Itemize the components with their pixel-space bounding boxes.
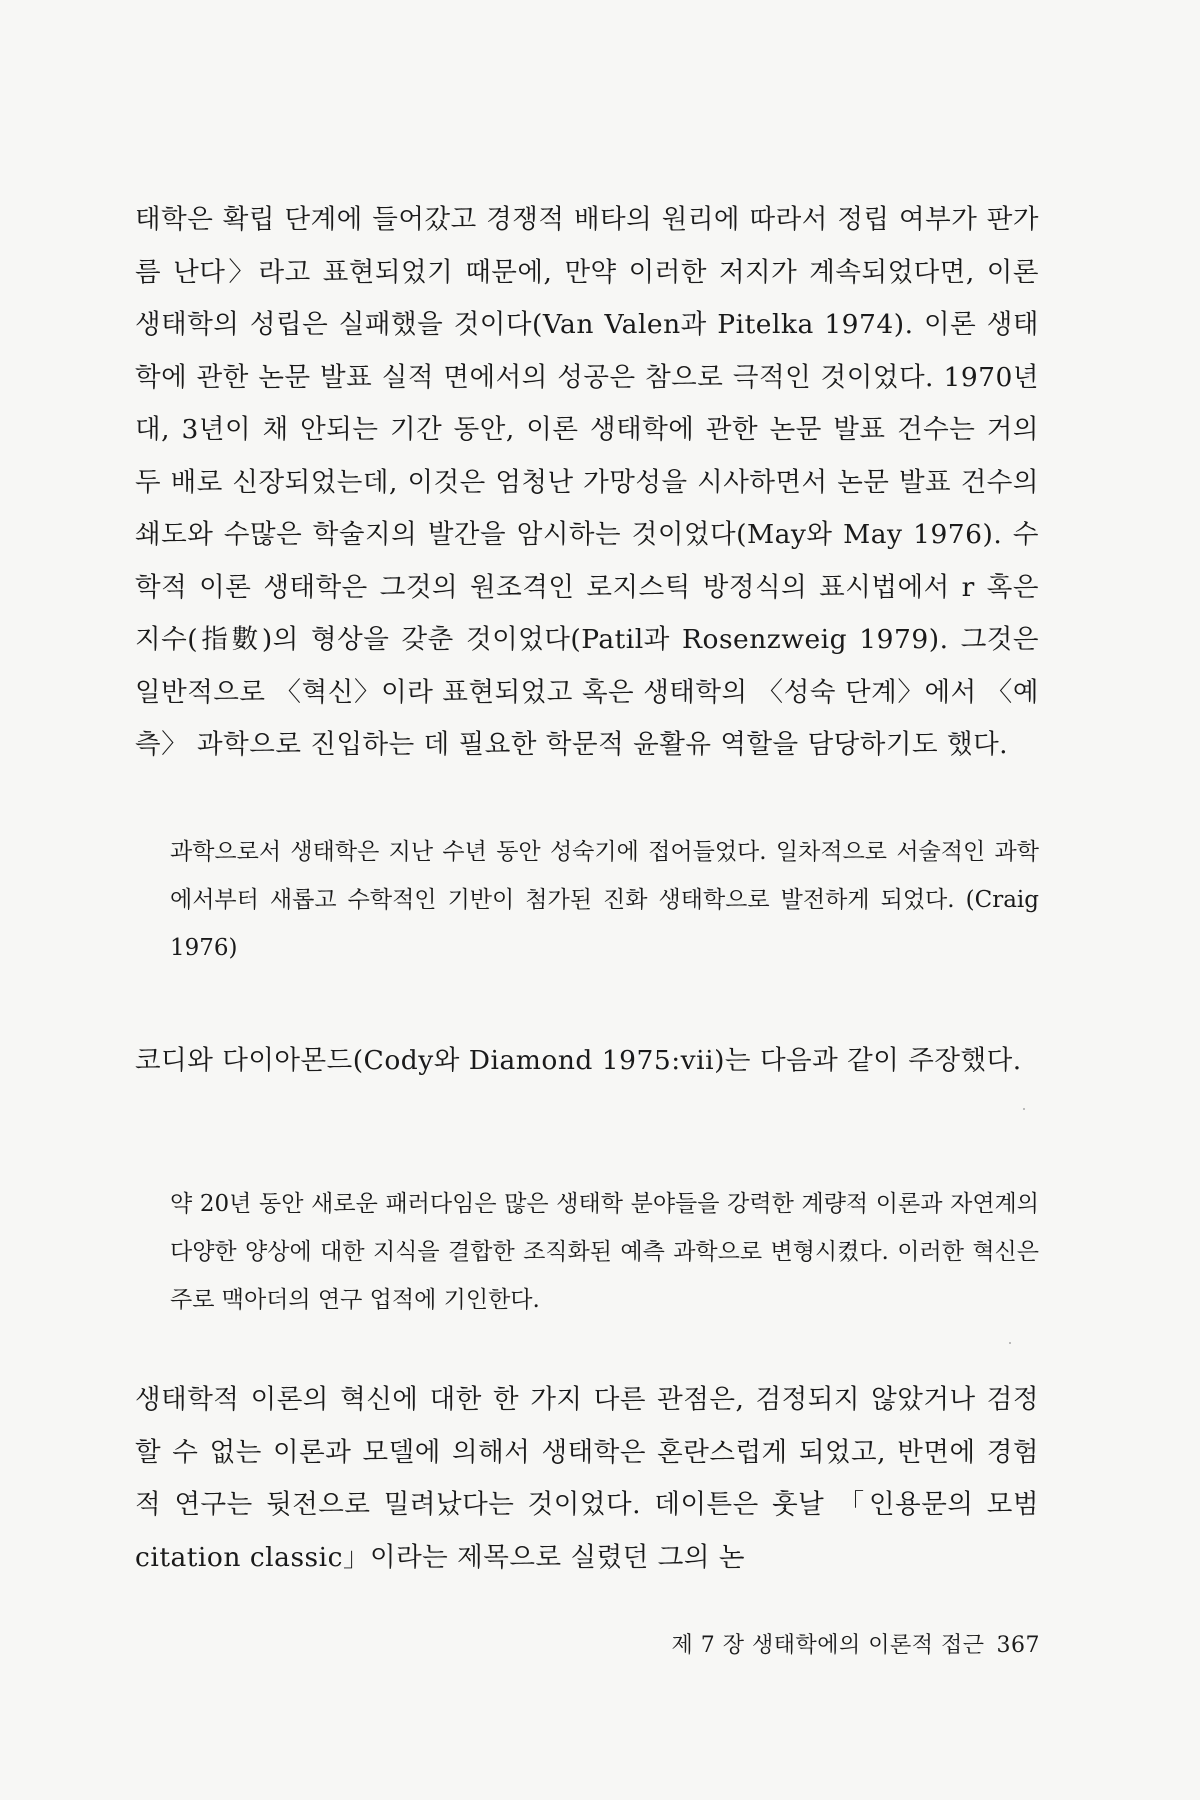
block-quote: 약 20년 동안 새로운 패러다임은 많은 생태학 분야들을 강력한 계량적 이론과 자연계의 다양한 양상에 대한 지식을 결합한 조직화된 예측 과학으로 변형시켰다. 이러한 혁신은 주로 맥아더의 연구 업적에 기인한다. (170, 1191, 1039, 1313)
scan-speck (1009, 1342, 1011, 1344)
page-number: 367 (996, 1633, 1040, 1658)
body-paragraph: 코디와 다이아몬드(Cody와 Diamond 1975:vii)는 다음과 같이 주장했다. (135, 1045, 1022, 1076)
body-paragraph: 태학은 확립 단계에 들어갔고 경쟁적 배타의 원리에 따라서 정립 여부가 판가름 난다〉라고 표현되었기 때문에, 만약 이러한 저지가 계속되었다면, 이론 생태학의 성립은 실패했을 것이다(Van Valen과 Pitelka 1974). 이론 생태학에 관한 논문 발표 실적 면에서의 성공은 참으로 극적인 것이었다. 1970년대, 3년이 채 안되는 기간 동안, 이론 생태학에 관한 논문 발표 건수는 거의 두 배로 신장되었는데, 이것은 엄청난 가망성을 시사하면서 논문 발표 건수의 쇄도와 수많은 학술지의 발간을 암시하는 것이었다(May와 May 1976). 수학적 이론 생태학은 그것의 원조격인 로지스틱 방정식의 표시법에서 r 혹은 지수(指數)의 형상을 갖춘 것이었다(Patil과 Rosenzweig 1979). 그것은 일반적으로 〈혁신〉이라 표현되었고 혹은 생태학의 〈성숙 단계〉에서 〈예측〉 과학으로 진입하는 데 필요한 학문적 윤활유 역할을 담당하기도 했다. (135, 204, 1039, 760)
body-paragraph: 생태학적 이론의 혁신에 대한 한 가지 다른 관점은, 검정되지 않았거나 검정할 수 없는 이론과 모델에 의해서 생태학은 혼란스럽게 되었고, 반면에 경험적 연구는 뒷전으로 밀려났다는 것이었다. 데이튼은 훗날 「인용문의 모범 citation classic」이라는 제목으로 실렸던 그의 논 (135, 1384, 1039, 1573)
block-quote: 과학으로서 생태학은 지난 수년 동안 성숙기에 접어들었다. 일차적으로 서술적인 과학에서부터 새롭고 수학적인 기반이 첨가된 진화 생태학으로 발전하게 되었다. (Craig 1976) (170, 839, 1039, 961)
page-footer (672, 1628, 1041, 1659)
scan-speck (1023, 1108, 1025, 1110)
chapter-title: 제 7 장 생태학에의 이론적 접근 (671, 1633, 985, 1658)
